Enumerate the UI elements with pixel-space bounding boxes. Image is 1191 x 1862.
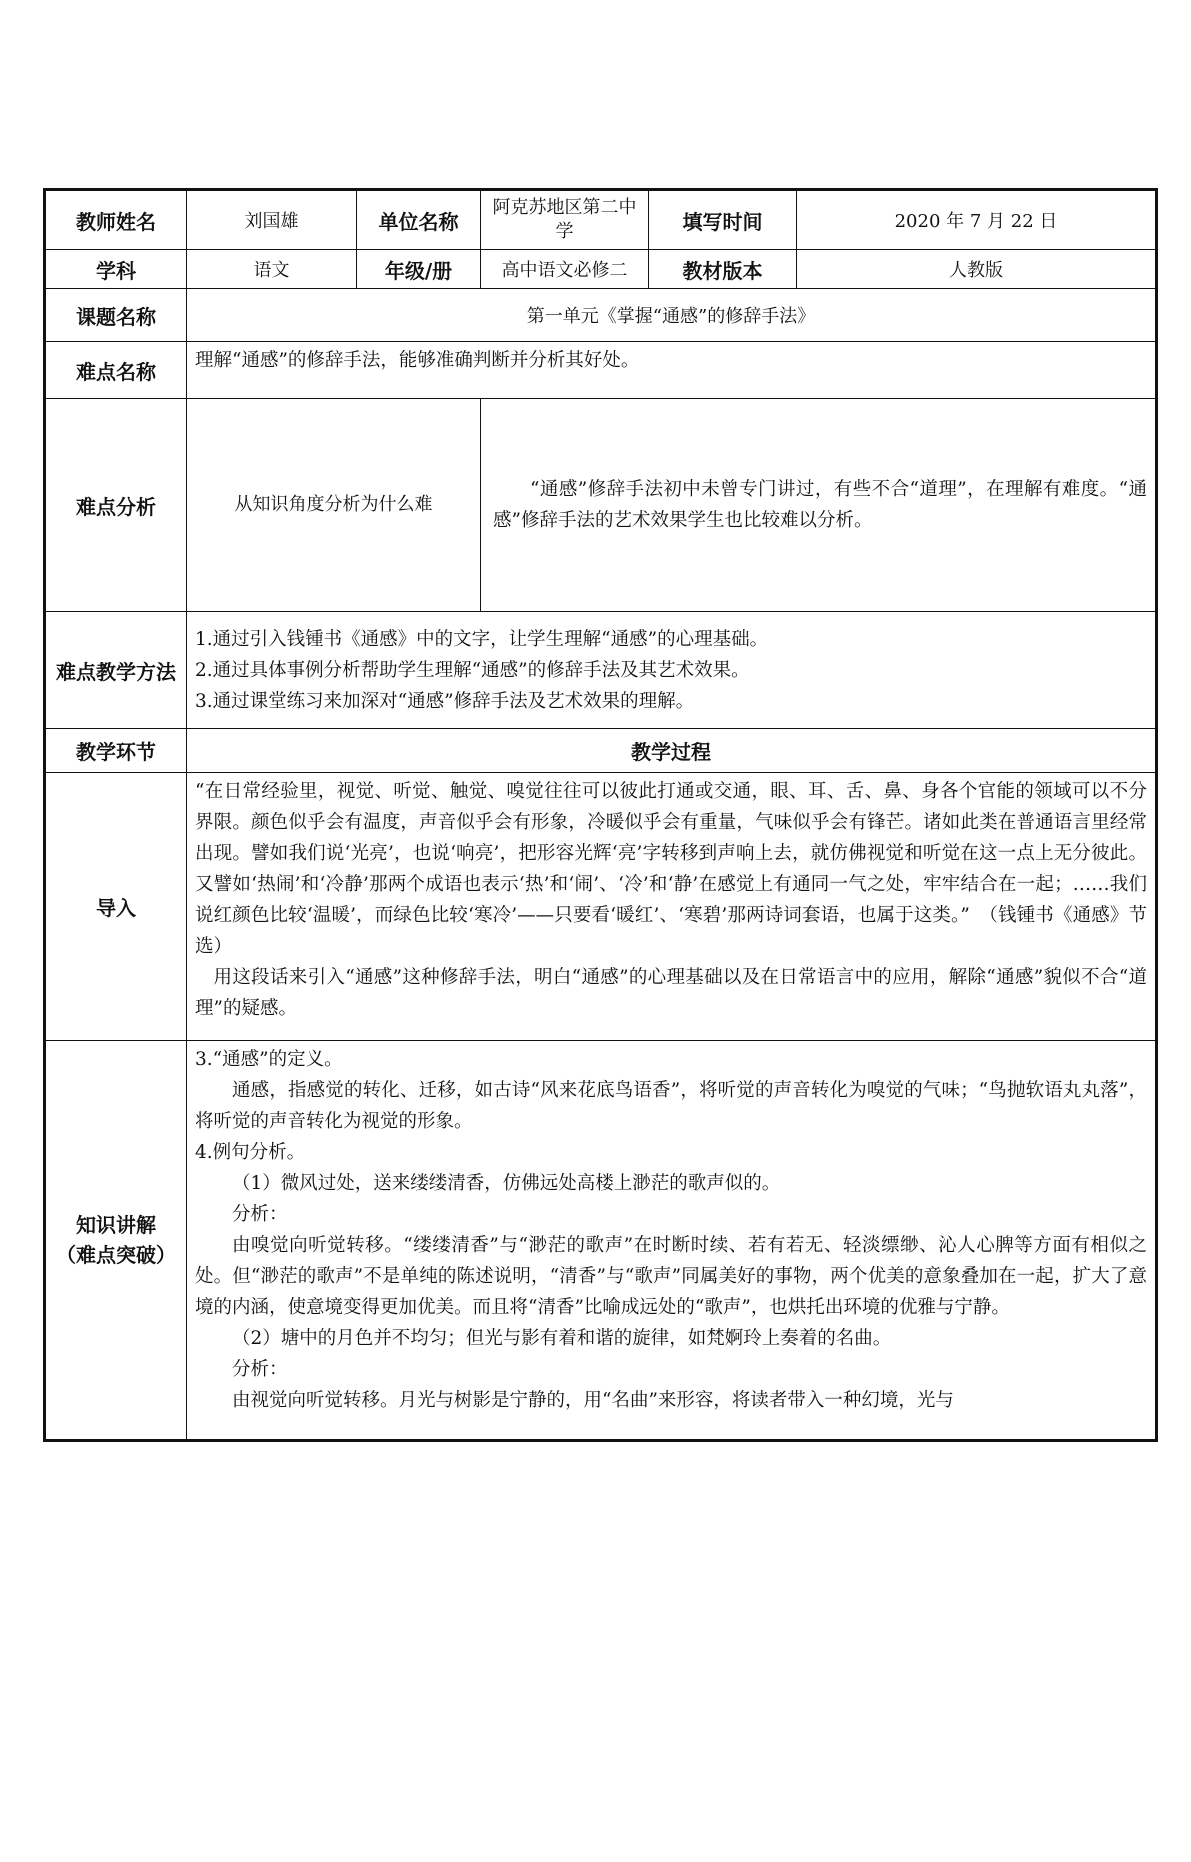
info-row-2 [45,250,1157,289]
method-item: 3.通过课堂练习来加深对“通感”修辞手法及艺术效果的理解。 [195,690,695,712]
knowledge-paragraph: 由嗅觉向听觉转移。“缕缕清香”与“渺茫的歌声”在时断时续、若有若无、轻淡缥缈、沁人心脾等方面有相似之处。但“渺茫的歌声”不是单纯的陈述说明，“清香”与“歌声”同属美好的事物，两个优美的意象叠加在一起，扩大了意境的内涵，使意境变得更加优美。而且将“清香”比喻成远处的“歌声”，也烘托出环境的优雅与宁静。 [195,1235,1147,1318]
subject-value: 语文 [187,250,357,289]
intro-quote: “在日常经验里，视觉、听觉、触觉、嗅觉往往可以彼此打通或交通，眼、耳、舌、鼻、身各个官能的领域可以不分界限。颜色似乎会有温度，声音似乎会有形象，冷暖似乎会有重量，气味似乎会有锋芒。诸如此类在普通语言里经常出现。譬如我们说‘光亮’，也说‘响亮’，把形容光辉‘亮’字转移到声响上去，就仿佛视觉和听觉在这一点上无分彼此。又譬如‘热闹’和‘冷静’那两个成语也表示‘热’和‘闹’、‘冷’和‘静’在感觉上有通同一气之处，牢牢结合在一起；……我们说红颜色比较‘温暖’，而绿色比较‘寒冷’——只要看‘暖红’、‘寒碧’那两诗词套语，也属于这类。” （钱锺书《通感》节选） [195,781,1147,957]
edition-value: 人教版 [797,250,1157,289]
stage-header-label: 教学环节 [45,729,187,773]
knowledge-label-line1: 知识讲解 [76,1213,156,1237]
info-row-1 [45,190,1157,250]
subject-label: 学科 [45,250,187,289]
knowledge-paragraph: 通感，指感觉的转化、迁移，如古诗“风来花底鸟语香”，将听觉的声音转化为嗅觉的气味；“鸟抛软语丸丸落”，将听觉的声音转化为视觉的形象。 [195,1080,1147,1132]
lesson-plan-table [43,188,1158,1442]
knowledge-paragraph: （1）微风过处，送来缕缕清香，仿佛远处高楼上渺茫的歌声似的。 [232,1173,781,1194]
unit-name-label: 单位名称 [357,190,481,250]
lesson-plan-document [43,188,1155,1862]
knowledge-paragraph: 3.“通感”的定义。 [195,1049,343,1070]
method-row [45,612,1157,729]
analysis-text: “通感”修辞手法初中未曾专门讲过，有些不合“道理”，在理解有难度。“通感”修辞手法的艺术效果学生也比较难以分析。 [481,399,1157,612]
process-header-row [45,729,1157,773]
method-label: 难点教学方法 [45,612,187,729]
teacher-name-value: 刘国雄 [187,190,357,250]
grade-label: 年级/册 [357,250,481,289]
fill-time-value: 2020 年 7 月 22 日 [797,190,1157,250]
knowledge-label-line2: （难点突破） [56,1243,176,1267]
topic-value: 第一单元《掌握“通感”的修辞手法》 [187,289,1157,342]
fill-time-label: 填写时间 [649,190,797,250]
knowledge-label [45,1041,187,1441]
edition-label: 教材版本 [649,250,797,289]
method-item: 1.通过引入钱锺书《通感》中的文字，让学生理解“通感”的心理基础。 [195,628,769,650]
knowledge-paragraph: 分析： [232,1359,288,1380]
knowledge-row [45,1041,1157,1441]
knowledge-content [187,1041,1157,1441]
analysis-sub-label: 从知识角度分析为什么难 [187,399,481,612]
knowledge-paragraph: 分析： [232,1204,288,1225]
grade-value: 高中语文必修二 [481,250,649,289]
unit-name-value: 阿克苏地区第二中学 [481,190,649,250]
difficulty-value: 理解“通感”的修辞手法，能够准确判断并分析其好处。 [187,342,1157,399]
difficulty-label: 难点名称 [45,342,187,399]
knowledge-paragraph: 4.例句分析。 [195,1142,306,1163]
teacher-name-label: 教师姓名 [45,190,187,250]
knowledge-paragraph: （2）塘中的月色并不均匀；但光与影有着和谐的旋律，如梵婀玲上奏着的名曲。 [232,1328,892,1349]
intro-label: 导入 [45,773,187,1041]
difficulty-row [45,342,1157,399]
analysis-row [45,399,1157,612]
topic-row [45,289,1157,342]
topic-label: 课题名称 [45,289,187,342]
method-list [187,612,1157,729]
intro-row [45,773,1157,1041]
intro-content [187,773,1157,1041]
analysis-label: 难点分析 [45,399,187,612]
intro-note: 用这段话来引入“通感”这种修辞手法，明白“通感”的心理基础以及在日常语言中的应用，解除“通感”貌似不合“道理”的疑感。 [195,967,1147,1019]
method-item: 2.通过具体事例分析帮助学生理解“通感”的修辞手法及其艺术效果。 [195,659,750,681]
process-header-label: 教学过程 [187,729,1157,773]
knowledge-paragraph: 由视觉向听觉转移。月光与树影是宁静的，用“名曲”来形容，将读者带入一种幻境，光与 [232,1390,954,1411]
